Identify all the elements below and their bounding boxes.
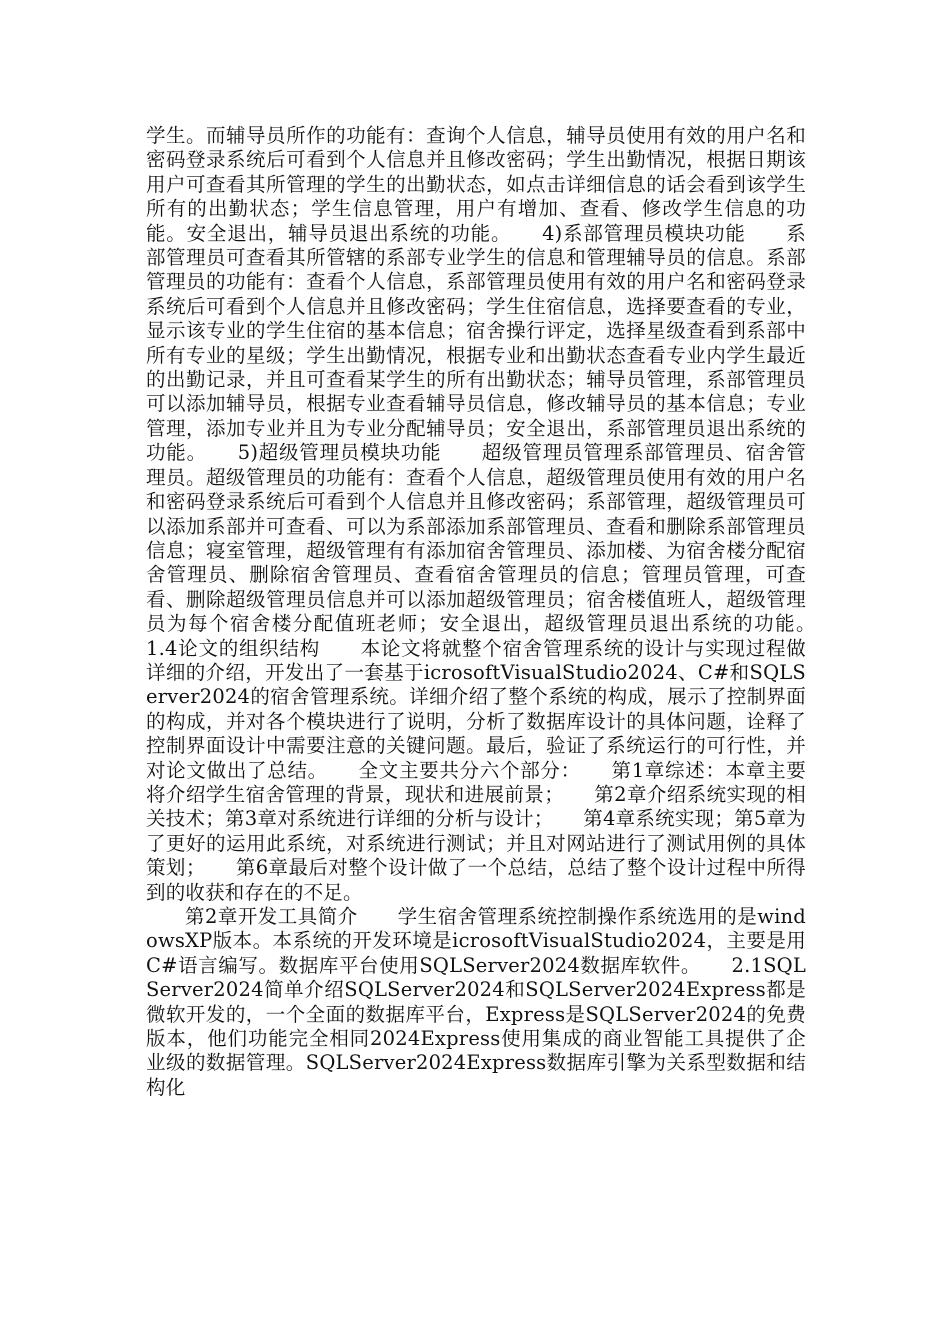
body-text: [146, 124, 846, 1100]
paragraph: 学生。而辅导员所作的功能有：查询个人信息，辅导员使用有效的用户名和密码登录系统后可看到个人信息并且修改密码；学生出勤情况，根据日期该用户可查看其所管理的学生的出勤状态，如点击详细信息的话会看到该学生所有的出勤状态；学生信息管理，用户有增加、查看、修改学生信息的功能。安全退出，辅导员退出系统的功能。 4)系部管理员模块功能 系部管理员可查看其所管辖的系部专业学生的信息和管理辅导员的信息。系部管理员的功能有：查看个人信息，系部管理员使用有效的用户名和密码登录系统后可看到个人信息并且修改密码；学生住宿信息，选择要查看的专业，显示该专业的学生住宿的基本信息；宿舍操行评定，选择星级查看到系部中所有专业的星级；学生出勤情况，根据专业和出勤状态查看专业内学生最近的出勤记录，并且可查看某学生的所有出勤状态；辅导员管理，系部管理员可以添加辅导员，根据专业查看辅导员信息，修改辅导员的基本信息；专业管理，添加专业并且为专业分配辅导员；安全退出，系部管理员退出系统的功能。 5)超级管理员模块功能 超级管理员管理系部管理员、宿舍管理员。超级管理员的功能有：查看个人信息，超级管理员使用有效的用户名和密码登录系统后可看到个人信息并且修改密码；系部管理，超级管理员可以添加系部并可查看、可以为系部添加系部管理员、查看和删除系部管理员信息；寝室管理，超级管理有有添加宿舍管理员、添加楼、为宿舍楼分配宿舍管理员、删除宿舍管理员、查看宿舍管理员的信息；管理员管理，可查看、删除超级管理员信息并可以添加超级管理员；宿舍楼值班人，超级管理员为每个宿舍楼分配值班老师；安全退出，超级管理员退出系统的功能。 1.4论文的组织结构 本论文将就整个宿舍管理系统的设计与实现过程做详细的介绍，开发出了一套基于icrosoftVisualStudio2024、C#和SQLServer2024的宿舍管理系统。详细介绍了整个系统的构成，展示了控制界面的构成，并对各个模块进行了说明，分析了数据库设计的具体问题，诠释了控制界面设计中需要注意的关键问题。最后，验证了系统运行的可行性，并对论文做出了总结。 全文主要共分六个部分： 第1章综述：本章主要将介绍学生宿舍管理的背景，现状和进展前景； 第2章介绍系统实现的相关技术；第3章对系统进行详细的分析与设计； 第4章系统实现；第5章为了更好的运用此系统，对系统进行测试；并且对网站进行了测试用例的具体策划； 第6章最后对整个设计做了一个总结，总结了整个设计过程中所得到的收获和存在的不足。: [146, 124, 846, 904]
paragraph: 第2章开发工具简介 学生宿舍管理系统控制操作系统选用的是windowsXP版本。本系统的开发环境是icrosoftVisualStudio2024，主要是用C#语言编写。数据库平台使用SQLServer2024数据库软件。 2.1SQLServer2024简单介绍SQLServer2024和SQLServer2024Express都是微软开发的，一个全面的数据库平台，Express是SQLServer2024的免费版本，他们功能完全相同2024Express使用集成的商业智能工具提供了企业级的数据管理。SQLServer2024Express数据库引擎为关系型数据和结构化: [146, 905, 806, 1099]
